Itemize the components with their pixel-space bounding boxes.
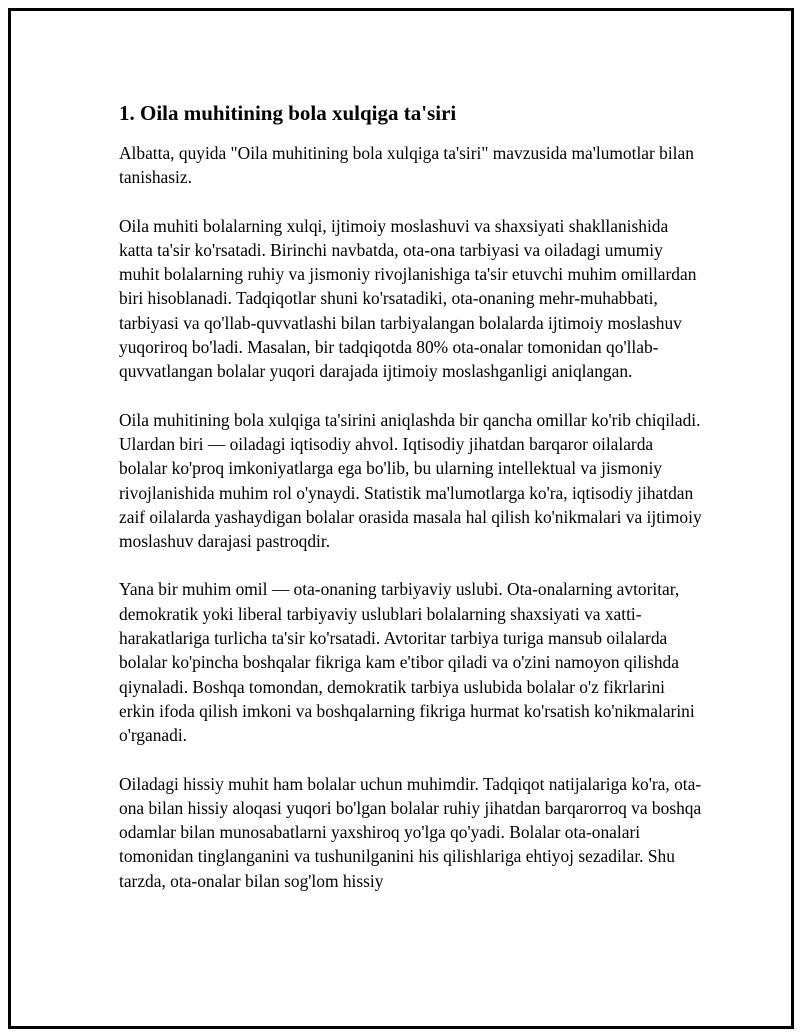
page-frame	[8, 8, 794, 1029]
paragraph-parenting-style: Yana bir muhim omil — ota-onaning tarbiyaviy uslubi. Ota-onalarning avtoritar, demokratik yoki liberal tarbiyaviy uslublari bolalarning shaxsiyati va xatti-harakatlariga turlicha ta'sir ko'rsatadi. Avtoritar tarbiya turiga mansub oilalarda bolalar ko'pincha boshqalar fikriga kam e'tibor qiladi va o'zini namoyon qilishda qiynaladi. Boshqa tomondan, demokratik tarbiya uslubida bolalar o'z fikrlarini erkin ifoda qilish imkoni va boshqalarning fikriga hurmat ko'rsatish ko'nikmalarini o'rganadi.	[119, 579, 695, 746]
section-heading: 1. Oila muhitining bola xulqiga ta'siri	[119, 101, 457, 125]
paragraph-economic-factor: Oila muhitining bola xulqiga ta'sirini aniqlashda bir qancha omillar ko'rib chiqiladi. Ulardan biri — oiladagi iqtisodiy ahvol. Iqtisodiy jihatdan barqaror oilalarda bolalar ko'proq imkoniyatlarga ega bo'lib, bu ularning intellektual va jismoniy rivojlanishida muhim rol o'ynaydi. Statistik ma'lumotlarga ko'ra, iqtisodiy jihatdan zaif oilalarda yashaydigan bolalar orasida masala hal qilish ko'nikmalari va ijtimoiy moslashuv darajasi pastroqdir.	[119, 409, 702, 552]
document-body	[119, 99, 704, 917]
paragraph-emotional-environment: Oiladagi hissiy muhit ham bolalar uchun muhimdir. Tadqiqot natijalariga ko'ra, ota-ona bilan hissiy aloqasi yuqori bo'lgan bolalar ruhiy jihatdan barqarorroq va boshqa odamlar bilan munosabatlarni yaxshiroq yo'lga qo'yadi. Bolalar ota-onalari tomonidan tinglanganini va tushunilganini his qilishlariga ehtiyoj sezadilar. Shu tarzda, ota-onalar bilan sog'lom hissiy	[119, 773, 702, 891]
paragraph-family-environment: Oila muhiti bolalarning xulqi, ijtimoiy moslashuvi va shaxsiyati shakllanishida katta ta'sir ko'rsatadi. Birinchi navbatda, ota-ona tarbiyasi va oiladagi umumiy muhit bolalarning ruhiy va jismoniy rivojlanishiga ta'sir etuvchi muhim omillardan biri hisoblanadi. Tadqiqotlar shuni ko'rsatadiki, ota-onaning mehr-muhabbati, tarbiyasi va qo'llab-quvvatlashi bilan tarbiyalangan bolalarda ijtimoiy moslashuv yuqoriroq bo'ladi. Masalan, bir tadqiqotda 80% ota-onalar tomonidan qo'llab-quvvatlangan bolalar yuqori darajada ijtimoiy moslashganligi aniqlangan.	[119, 215, 697, 382]
intro-paragraph: Albatta, quyida "Oila muhitining bola xulqiga ta'siri" mavzusida ma'lumotlar bilan tanishasiz.	[119, 143, 694, 188]
